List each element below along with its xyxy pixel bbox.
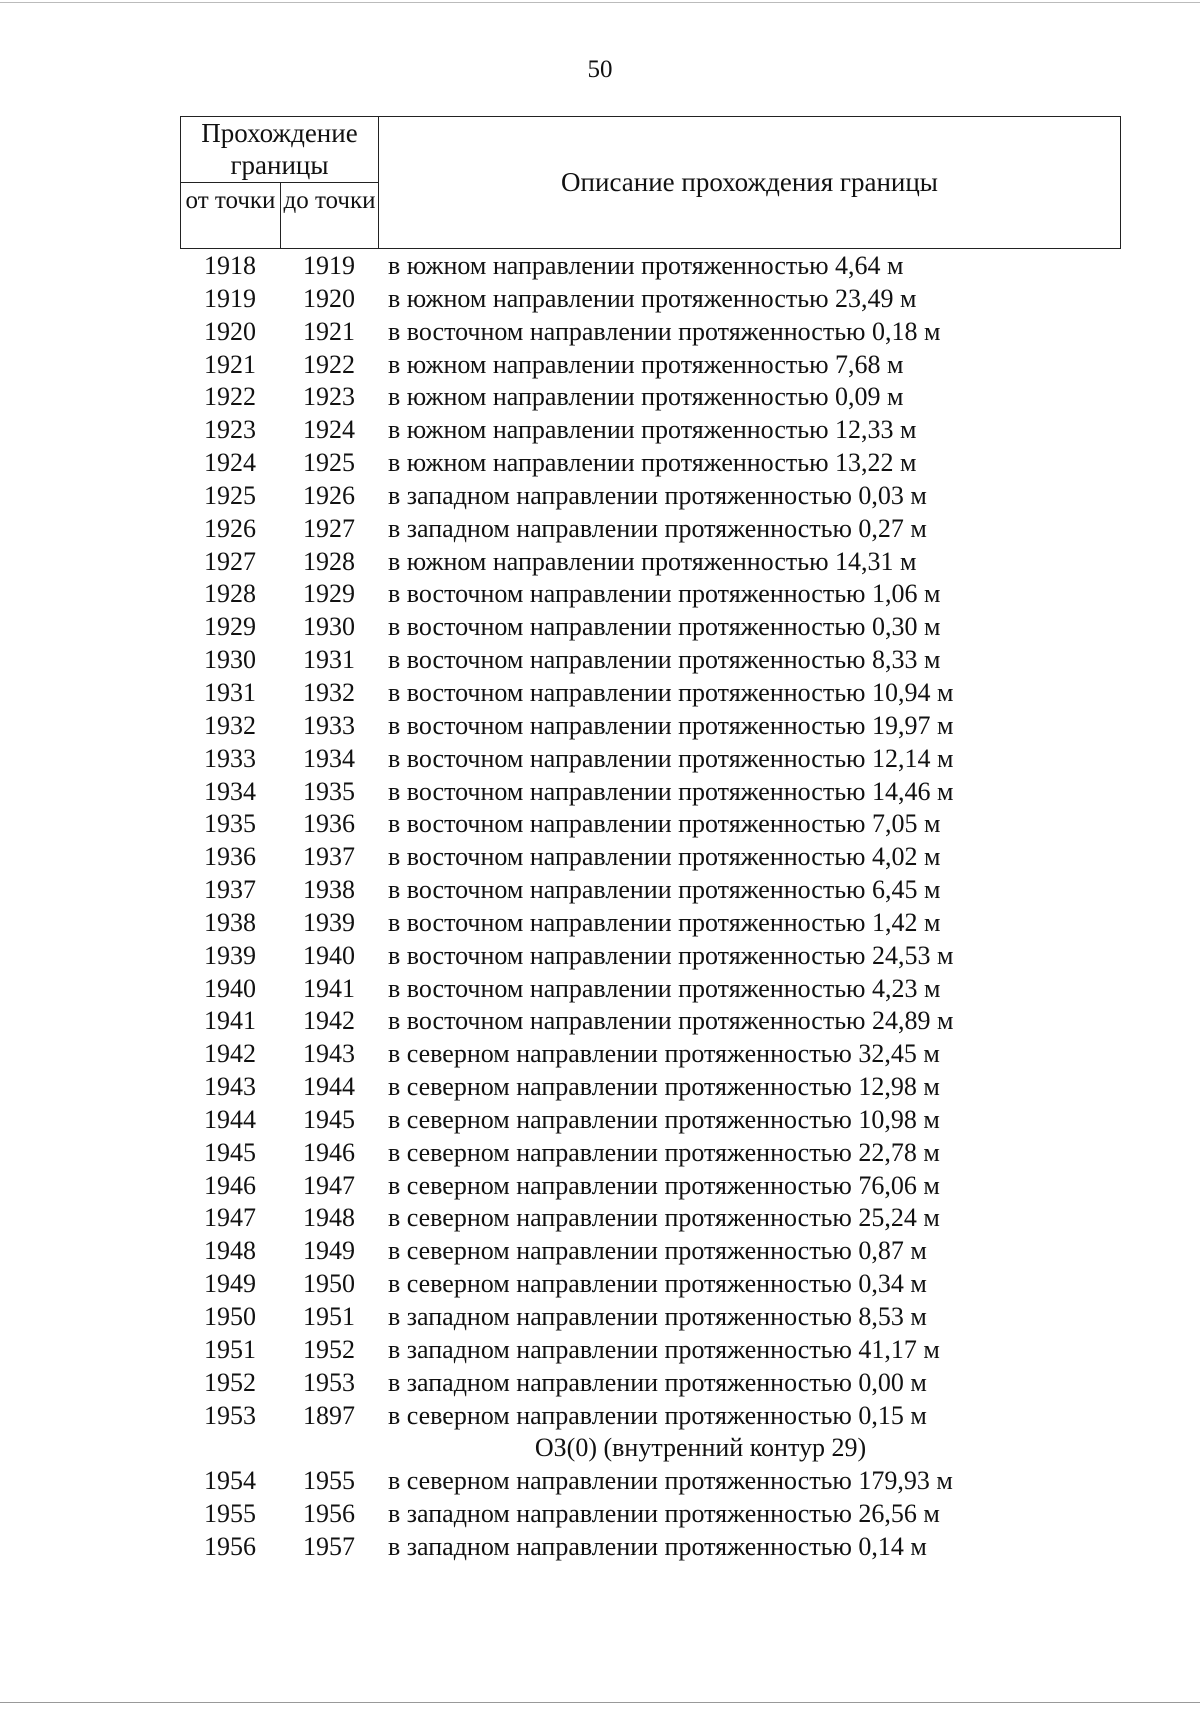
table-row xyxy=(0,1531,1200,1564)
to-point-cell: 1923 xyxy=(303,382,355,412)
table-row xyxy=(0,1400,1200,1433)
to-point-cell: 1924 xyxy=(303,415,355,445)
description-cell: в северном направлении протяженностью 22,78 м xyxy=(388,1137,940,1167)
description-cell: в северном направлении протяженностью 0,15 м xyxy=(388,1400,927,1430)
from-point-cell: 1926 xyxy=(204,513,256,543)
from-point-cell: 1942 xyxy=(204,1039,256,1069)
table-row xyxy=(0,1202,1200,1235)
from-point-cell: 1947 xyxy=(204,1203,256,1233)
table-row xyxy=(0,1137,1200,1170)
from-point-cell: 1918 xyxy=(204,251,256,280)
description-cell: в западном направлении протяженностью 8,53 м xyxy=(388,1302,927,1331)
to-point-cell: 1949 xyxy=(303,1236,355,1266)
from-point-cell: 1930 xyxy=(204,645,256,675)
to-point-cell: 1897 xyxy=(303,1400,355,1430)
to-point-cell: 1934 xyxy=(303,743,355,773)
description-cell: в восточном направлении протяженностью 0,30 м xyxy=(388,612,941,642)
table-row xyxy=(0,1465,1200,1498)
description-cell: в северном направлении протяженностью 25,24 м xyxy=(388,1203,940,1233)
page-number: 50 xyxy=(587,56,613,83)
from-point-cell: 1935 xyxy=(204,809,256,839)
description-cell: в восточном направлении протяженностью 7,05 м xyxy=(388,809,941,839)
description-cell: в восточном направлении протяженностью 1,06 м xyxy=(388,579,941,609)
from-point-cell: 1923 xyxy=(204,415,256,445)
from-point-cell: 1929 xyxy=(204,612,256,642)
from-point-cell: 1940 xyxy=(204,973,256,1003)
to-point-cell: 1931 xyxy=(303,645,355,675)
from-point-cell: 1938 xyxy=(204,907,256,937)
description-cell: в восточном направлении протяженностью 6,45 м xyxy=(388,875,941,905)
to-point-cell: 1950 xyxy=(303,1269,355,1299)
from-point-cell: 1919 xyxy=(204,283,256,313)
from-point-cell: 1945 xyxy=(204,1137,256,1167)
table-row xyxy=(0,480,1200,513)
description-cell: в восточном направлении протяженностью 10,94 м xyxy=(388,677,954,707)
description-cell: в северном направлении протяженностью 179,93 м xyxy=(388,1466,953,1496)
description-cell: в северном направлении протяженностью 12,98 м xyxy=(388,1072,940,1102)
from-point-cell: 1924 xyxy=(204,448,256,478)
to-point-cell: 1921 xyxy=(303,316,355,346)
description-cell: в восточном направлении протяженностью 24,53 м xyxy=(388,940,954,970)
section-title: ОЗ(0) (внутренний контур 29) xyxy=(534,1433,867,1463)
to-point-cell: 1944 xyxy=(303,1072,355,1102)
from-point-cell: 1928 xyxy=(204,579,256,609)
table-row xyxy=(0,381,1200,414)
header-description: Описание прохождения границы xyxy=(561,166,938,197)
table-row xyxy=(0,808,1200,841)
top-scan-edge xyxy=(0,2,1200,3)
table-row xyxy=(0,1367,1200,1400)
table-row xyxy=(0,250,1200,283)
table-row xyxy=(0,776,1200,809)
from-point-cell: 1920 xyxy=(204,316,256,346)
table-row xyxy=(0,1498,1200,1531)
table-row xyxy=(0,677,1200,710)
to-point-cell: 1919 xyxy=(303,251,355,280)
description-cell: в южном направлении протяженностью 4,64 м xyxy=(388,251,904,280)
to-point-cell: 1935 xyxy=(303,776,355,806)
header-boundary-passage: Прохождение границы xyxy=(181,117,379,183)
description-cell: в западном направлении протяженностью 41,17 м xyxy=(388,1334,940,1364)
from-point-cell: 1949 xyxy=(204,1269,256,1299)
from-point-cell: 1943 xyxy=(204,1072,256,1102)
to-point-cell: 1945 xyxy=(303,1104,355,1134)
to-point-cell: 1920 xyxy=(303,283,355,313)
table-row xyxy=(0,1301,1200,1334)
from-point-cell: 1933 xyxy=(204,743,256,773)
description-cell: в восточном направлении протяженностью 0,18 м xyxy=(388,316,941,346)
table-row xyxy=(0,940,1200,973)
header-from-point: от точки xyxy=(181,183,281,249)
section-heading-row xyxy=(0,1432,1200,1465)
table-row xyxy=(0,710,1200,743)
to-point-cell: 1940 xyxy=(303,940,355,970)
from-point-cell: 1934 xyxy=(204,776,256,806)
description-cell: в западном направлении протяженностью 0,14 м xyxy=(388,1531,927,1561)
table-row xyxy=(0,743,1200,776)
from-point-cell: 1927 xyxy=(204,546,256,576)
to-point-cell: 1953 xyxy=(303,1367,355,1397)
to-point-cell: 1930 xyxy=(303,612,355,642)
to-point-cell: 1938 xyxy=(303,875,355,905)
table-row xyxy=(0,611,1200,644)
from-point-cell: 1952 xyxy=(204,1367,256,1397)
table-row xyxy=(0,349,1200,382)
from-point-cell: 1937 xyxy=(204,875,256,905)
table-row xyxy=(0,1104,1200,1137)
description-cell: в восточном направлении протяженностью 1,42 м xyxy=(388,907,941,937)
table-row xyxy=(0,316,1200,349)
description-cell: в западном направлении протяженностью 0,00 м xyxy=(388,1367,927,1397)
to-point-cell: 1947 xyxy=(303,1170,355,1200)
from-point-cell: 1925 xyxy=(204,480,256,510)
table-row xyxy=(0,1268,1200,1301)
description-cell: в западном направлении протяженностью 0,27 м xyxy=(388,513,927,543)
table-row xyxy=(0,841,1200,874)
to-point-cell: 1928 xyxy=(303,546,355,576)
from-point-cell: 1936 xyxy=(204,842,256,872)
from-point-cell: 1944 xyxy=(204,1104,256,1134)
from-point-cell: 1946 xyxy=(204,1170,256,1200)
table-row xyxy=(0,973,1200,1006)
to-point-cell: 1942 xyxy=(303,1006,355,1036)
to-point-cell: 1933 xyxy=(303,710,355,740)
to-point-cell: 1925 xyxy=(303,448,355,478)
to-point-cell: 1927 xyxy=(303,513,355,543)
description-cell: в восточном направлении протяженностью 12,14 м xyxy=(388,743,954,773)
to-point-cell: 1941 xyxy=(303,973,355,1003)
to-point-cell: 1936 xyxy=(303,809,355,839)
description-cell: в южном направлении протяженностью 12,33 м xyxy=(388,415,917,445)
to-point-cell: 1957 xyxy=(303,1531,355,1561)
to-point-cell: 1932 xyxy=(303,677,355,707)
bottom-scan-edge xyxy=(0,1702,1200,1703)
description-cell: в южном направлении протяженностью 7,68 м xyxy=(388,349,904,379)
description-cell: в северном направлении протяженностью 76,06 м xyxy=(388,1170,940,1200)
description-cell: в северном направлении протяженностью 0,87 м xyxy=(388,1236,927,1266)
description-cell: в северном направлении протяженностью 0,34 м xyxy=(388,1269,927,1299)
to-point-cell: 1956 xyxy=(303,1499,355,1529)
to-point-cell: 1929 xyxy=(303,579,355,609)
table-row xyxy=(0,907,1200,940)
description-cell: в восточном направлении протяженностью 19,97 м xyxy=(388,710,954,740)
from-point-cell: 1948 xyxy=(204,1236,256,1266)
from-point-cell: 1955 xyxy=(204,1499,256,1529)
from-point-cell: 1953 xyxy=(204,1400,256,1430)
description-cell: в западном направлении протяженностью 0,03 м xyxy=(388,480,927,510)
to-point-cell: 1955 xyxy=(303,1466,355,1496)
table-row xyxy=(0,447,1200,480)
from-point-cell: 1950 xyxy=(204,1302,256,1331)
table-header xyxy=(180,116,1121,249)
to-point-cell: 1926 xyxy=(303,480,355,510)
from-point-cell: 1932 xyxy=(204,710,256,740)
table-body xyxy=(0,250,1200,1564)
description-cell: в северном направлении протяженностью 32,45 м xyxy=(388,1039,940,1069)
table-row xyxy=(0,1235,1200,1268)
from-point-cell: 1939 xyxy=(204,940,256,970)
table-row xyxy=(0,513,1200,546)
to-point-cell: 1951 xyxy=(303,1302,355,1331)
description-cell: в восточном направлении протяженностью 24,89 м xyxy=(388,1006,954,1036)
description-cell: в западном направлении протяженностью 26,56 м xyxy=(388,1499,940,1529)
table-row xyxy=(0,414,1200,447)
to-point-cell: 1943 xyxy=(303,1039,355,1069)
table-row xyxy=(0,1071,1200,1104)
table-row xyxy=(0,874,1200,907)
to-point-cell: 1952 xyxy=(303,1334,355,1364)
description-cell: в северном направлении протяженностью 10,98 м xyxy=(388,1104,940,1134)
table-row xyxy=(0,644,1200,677)
table-row xyxy=(0,1005,1200,1038)
description-cell: в южном направлении протяженностью 0,09 м xyxy=(388,382,904,412)
from-point-cell: 1921 xyxy=(204,349,256,379)
table-row xyxy=(0,1170,1200,1203)
description-cell: в восточном направлении протяженностью 4,02 м xyxy=(388,842,941,872)
to-point-cell: 1937 xyxy=(303,842,355,872)
description-cell: в южном направлении протяженностью 14,31 м xyxy=(388,546,917,576)
to-point-cell: 1922 xyxy=(303,349,355,379)
from-point-cell: 1922 xyxy=(204,382,256,412)
from-point-cell: 1941 xyxy=(204,1006,256,1036)
table-row xyxy=(0,546,1200,579)
to-point-cell: 1939 xyxy=(303,907,355,937)
description-cell: в восточном направлении протяженностью 14,46 м xyxy=(388,776,954,806)
header-to-point: до точки xyxy=(281,183,379,249)
description-cell: в восточном направлении протяженностью 8,33 м xyxy=(388,645,941,675)
table-row xyxy=(0,1334,1200,1367)
from-point-cell: 1951 xyxy=(204,1334,256,1364)
from-point-cell: 1956 xyxy=(204,1531,256,1561)
table-row xyxy=(0,1038,1200,1071)
table-row xyxy=(0,283,1200,316)
from-point-cell: 1954 xyxy=(204,1466,256,1496)
description-cell: в южном направлении протяженностью 23,49 м xyxy=(388,283,917,313)
to-point-cell: 1946 xyxy=(303,1137,355,1167)
to-point-cell: 1948 xyxy=(303,1203,355,1233)
description-cell: в южном направлении протяженностью 13,22 м xyxy=(388,448,917,478)
from-point-cell: 1931 xyxy=(204,677,256,707)
table-row xyxy=(0,578,1200,611)
description-cell: в восточном направлении протяженностью 4,23 м xyxy=(388,973,941,1003)
